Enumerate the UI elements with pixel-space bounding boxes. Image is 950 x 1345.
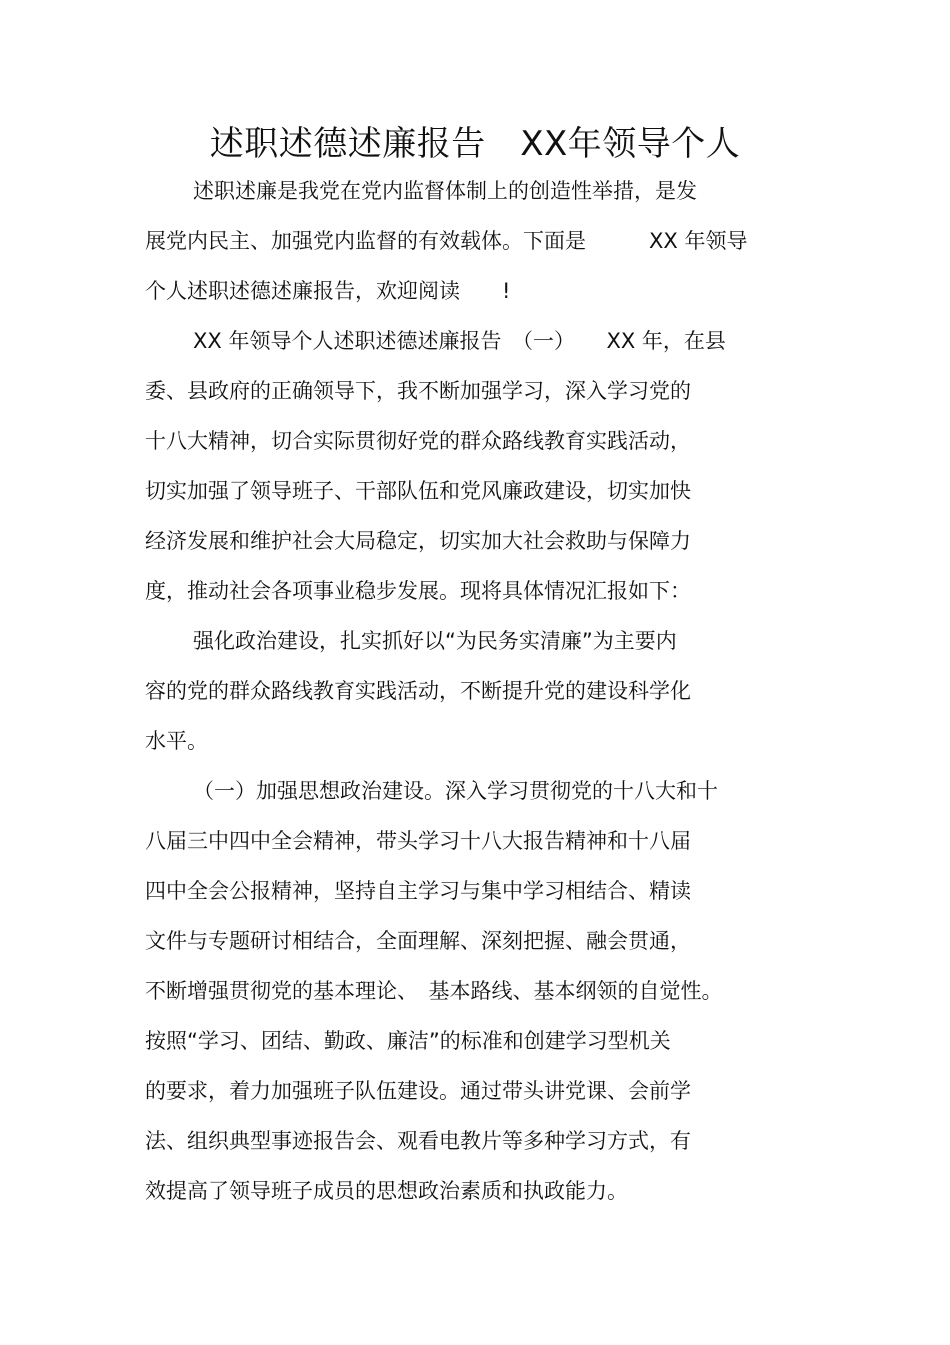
paragraph-line: 个人述职述德述廉报告，欢迎阅读 ! (145, 279, 511, 303)
paragraph-line: 水平。 (145, 729, 208, 753)
paragraph-line: 法、组织典型事迹报告会、观看电教片等多种学习方式，有 (145, 1129, 691, 1153)
paragraph-line: 的要求，着力加强班子队伍建设。通过带头讲党课、会前学 (145, 1079, 691, 1103)
paragraph-line: 经济发展和维护社会大局稳定，切实加大社会救助与保障力 (145, 529, 691, 553)
paragraph-line: 八届三中四中全会精神，带头学习十八大报告精神和十八届 (145, 829, 691, 853)
paragraph-line: 述职述廉是我党在党内监督体制上的创造性举措，是发 (193, 179, 697, 203)
paragraph-line: 展党内民主、加强党内监督的有效载体。下面是 XX 年领导 (145, 229, 748, 253)
paragraph-line: 容的党的群众路线教育实践活动，不断提升党的建设科学化 (145, 679, 691, 703)
paragraph-line: 十八大精神，切合实际贯彻好党的群众路线教育实践活动， (145, 429, 691, 453)
paragraph-line: 强化政治建设，扎实抓好以“为民务实清廉”为主要内 (193, 629, 677, 653)
paragraph-line: 委、县政府的正确领导下，我不断加强学习，深入学习党的 (145, 379, 691, 403)
paragraph-line: 文件与专题研讨相结合，全面理解、深刻把握、融会贯通， (145, 929, 691, 953)
paragraph-line: 四中全会公报精神，坚持自主学习与集中学习相结合、精读 (145, 879, 691, 903)
document-title: 述职述德述廉报告 XX年领导个人 (209, 124, 741, 164)
paragraph-line: 按照“学习、团结、勤政、廉洁”的标准和创建学习型机关 (145, 1029, 671, 1053)
paragraph-line: XX 年领导个人述职述德述廉报告 （一） XX 年，在县 (193, 329, 726, 353)
paragraph-line: 不断增强贯彻党的基本理论、 基本路线、基本纲领的自觉性。 (145, 979, 723, 1003)
paragraph-line: 效提高了领导班子成员的思想政治素质和执政能力。 (145, 1179, 628, 1203)
paragraph-line: 切实加强了领导班子、干部队伍和党风廉政建设，切实加快 (145, 479, 691, 503)
paragraph-line: 度，推动社会各项事业稳步发展。现将具体情况汇报如下： (145, 579, 691, 603)
paragraph-line: （一）加强思想政治建设。深入学习贯彻党的十八大和十 (193, 779, 718, 803)
